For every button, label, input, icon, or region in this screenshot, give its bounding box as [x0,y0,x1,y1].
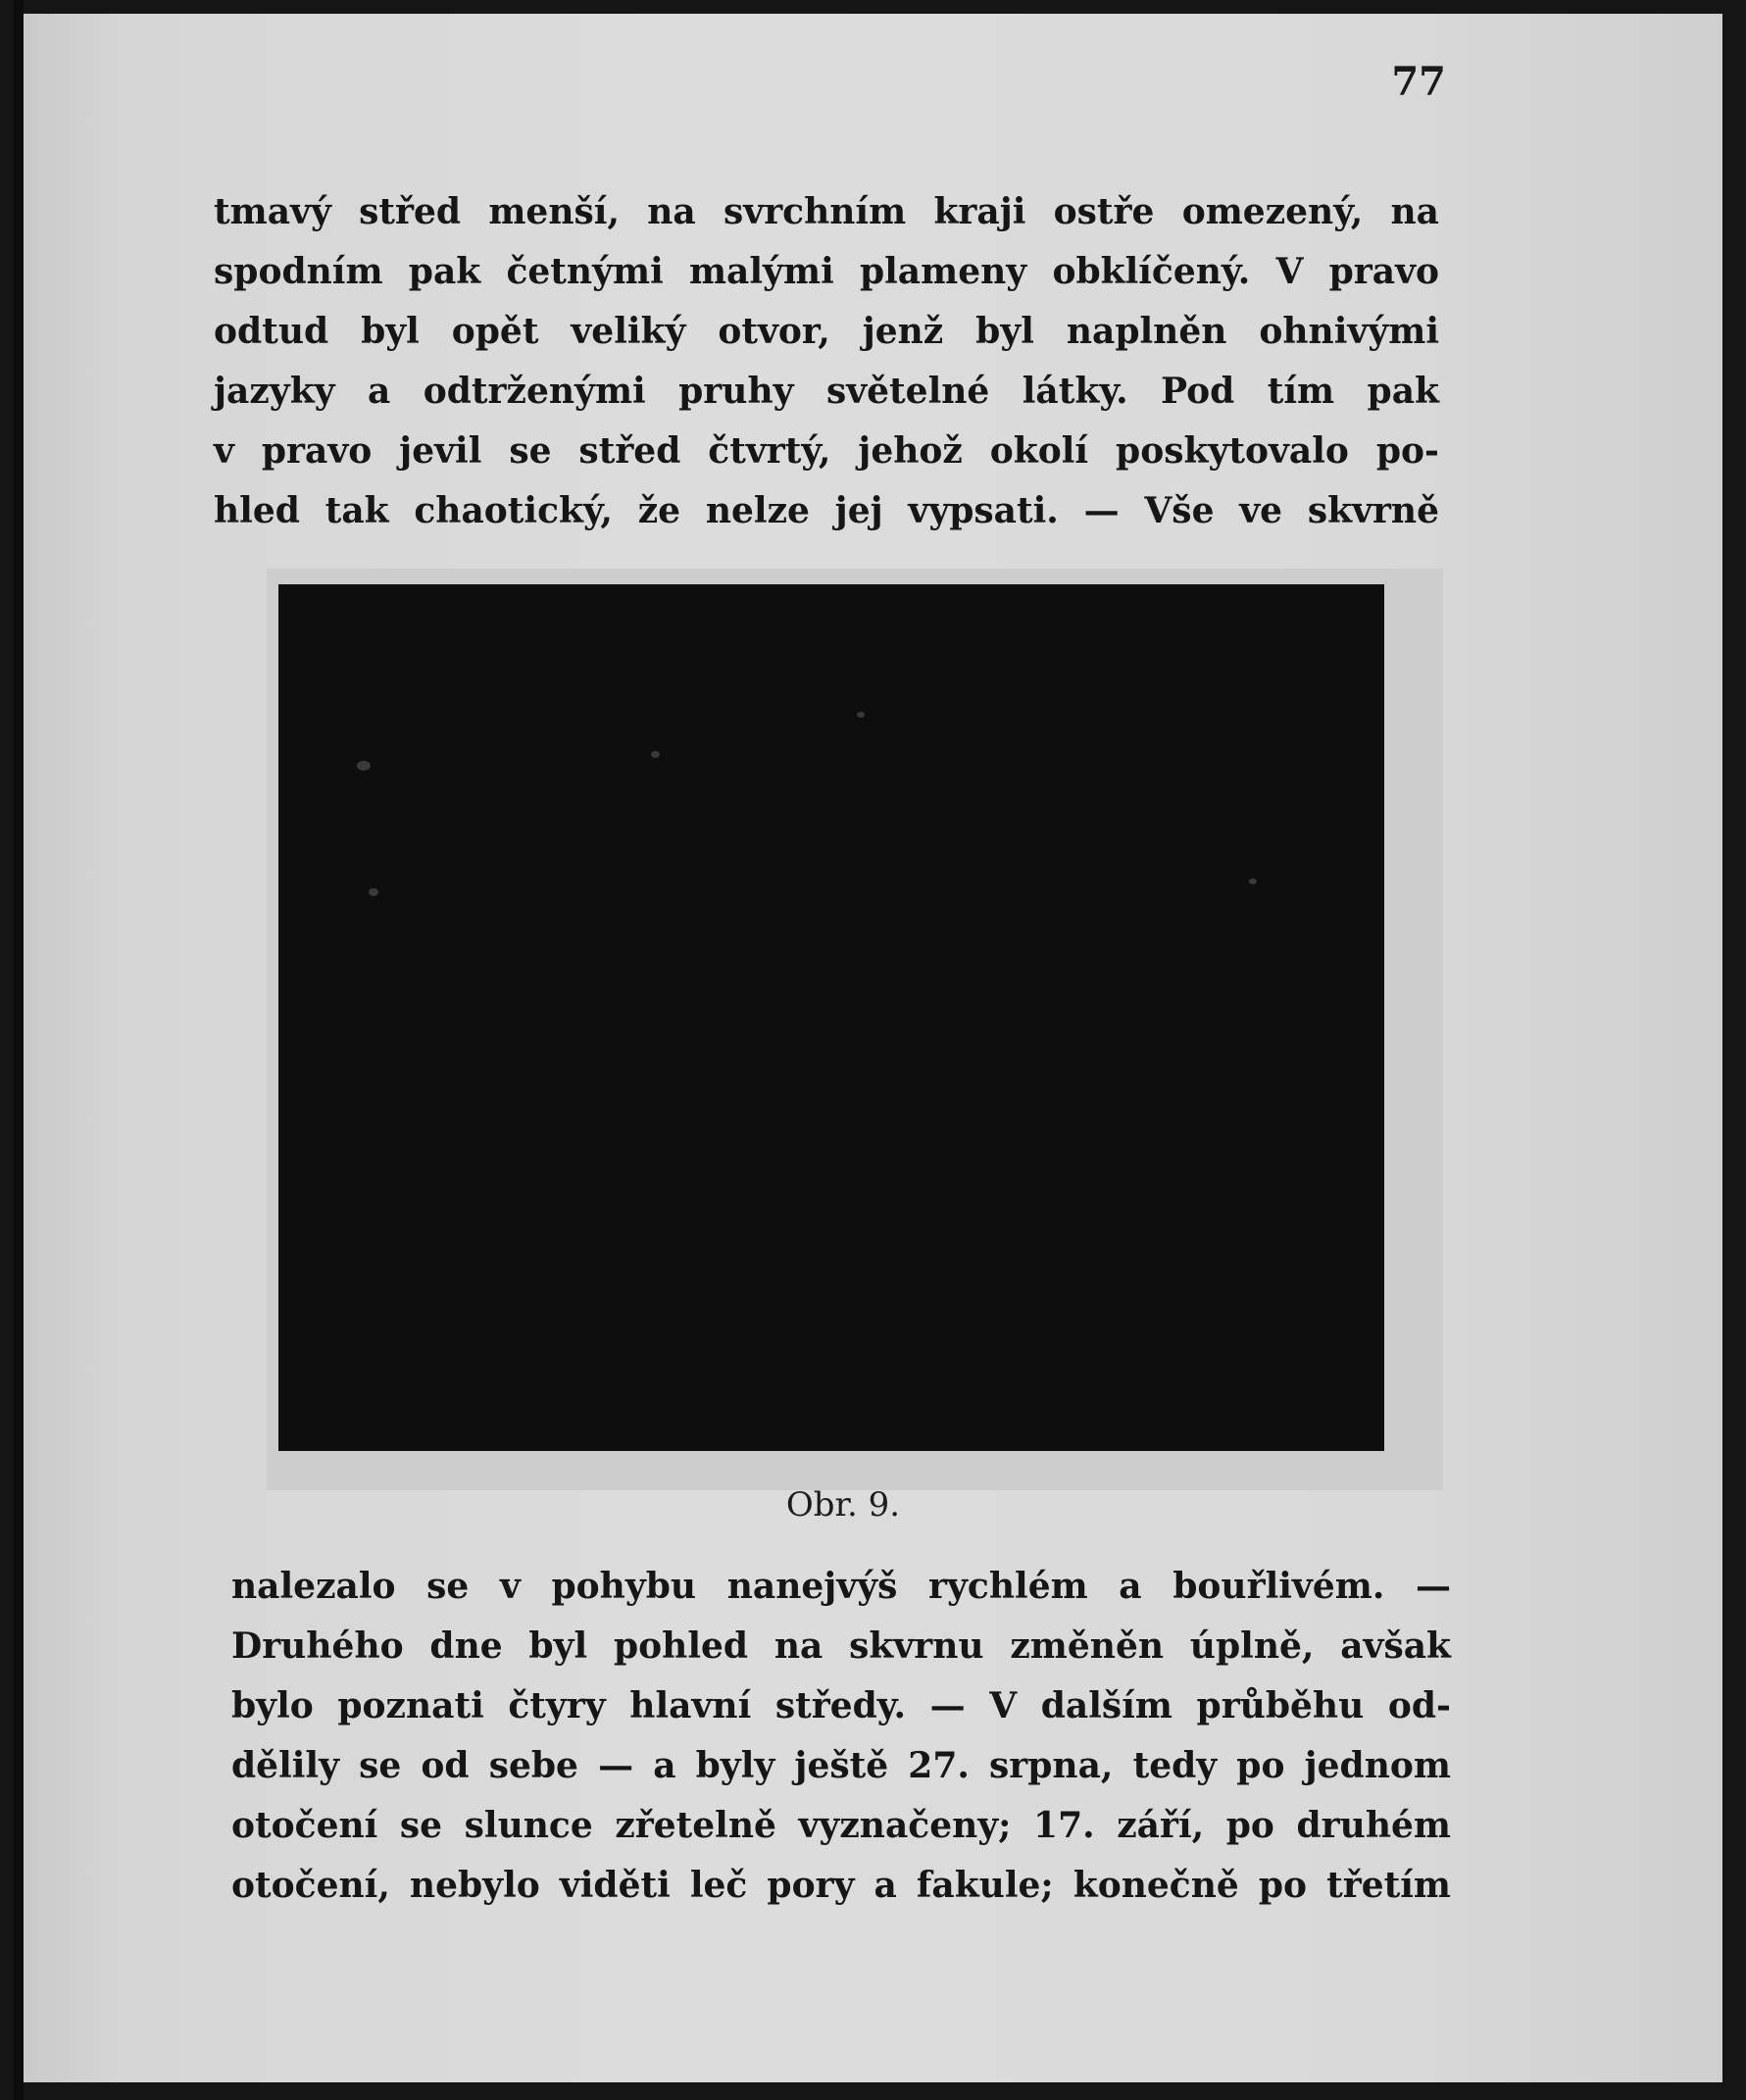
sunspot-figure-image [278,584,1384,1451]
text-line: nalezalo se v pohybu nanejvýš rychlém a bouřlivém. — [231,1566,1451,1607]
text-line: otočení, nebylo viděti leč pory a fakule; konečně po třetím [231,1865,1451,1906]
figure-speck [369,888,378,896]
text-line: bylo poznati čtyry hlavní středy. — V dalším průběhu od- [231,1685,1451,1726]
paragraph-top [214,182,1439,541]
text-line: v pravo jevil se střed čtvrtý, jehož okolí poskytovalo po- [214,430,1439,472]
text-line: hled tak chaotický, že nelze jej vypsati. — Vše ve skvrně [214,490,1439,531]
text-line: dělily se od sebe — a byly ještě 27. srpna, tedy po jednom [231,1745,1451,1786]
paragraph-bottom [231,1557,1451,1916]
figure-speck [857,712,865,718]
text-line: odtud byl opět veliký otvor, jenž byl naplněn ohnivými [214,311,1439,352]
text-line: spodním pak četnými malými plameny obklíčený. V pravo [214,251,1439,292]
text-line: tmavý střed menší, na svrchním kraji ostře omezený, na [214,191,1439,232]
figure-speck [651,751,660,758]
binding-edge [14,0,24,2100]
text-line: Druhého dne byl pohled na skvrnu změněn úplně, avšak [231,1625,1451,1667]
text-line: jazyky a odtrženými pruhy světelné látky. Pod tím pak [214,371,1439,412]
figure-speck [1249,878,1257,884]
figure-caption: Obr. 9. [785,1485,901,1525]
text-line: otočení se slunce zřetelně vyznačeny; 17. září, po druhém [231,1805,1451,1846]
page-number: 77 [1391,59,1446,105]
figure-speck [357,761,371,771]
